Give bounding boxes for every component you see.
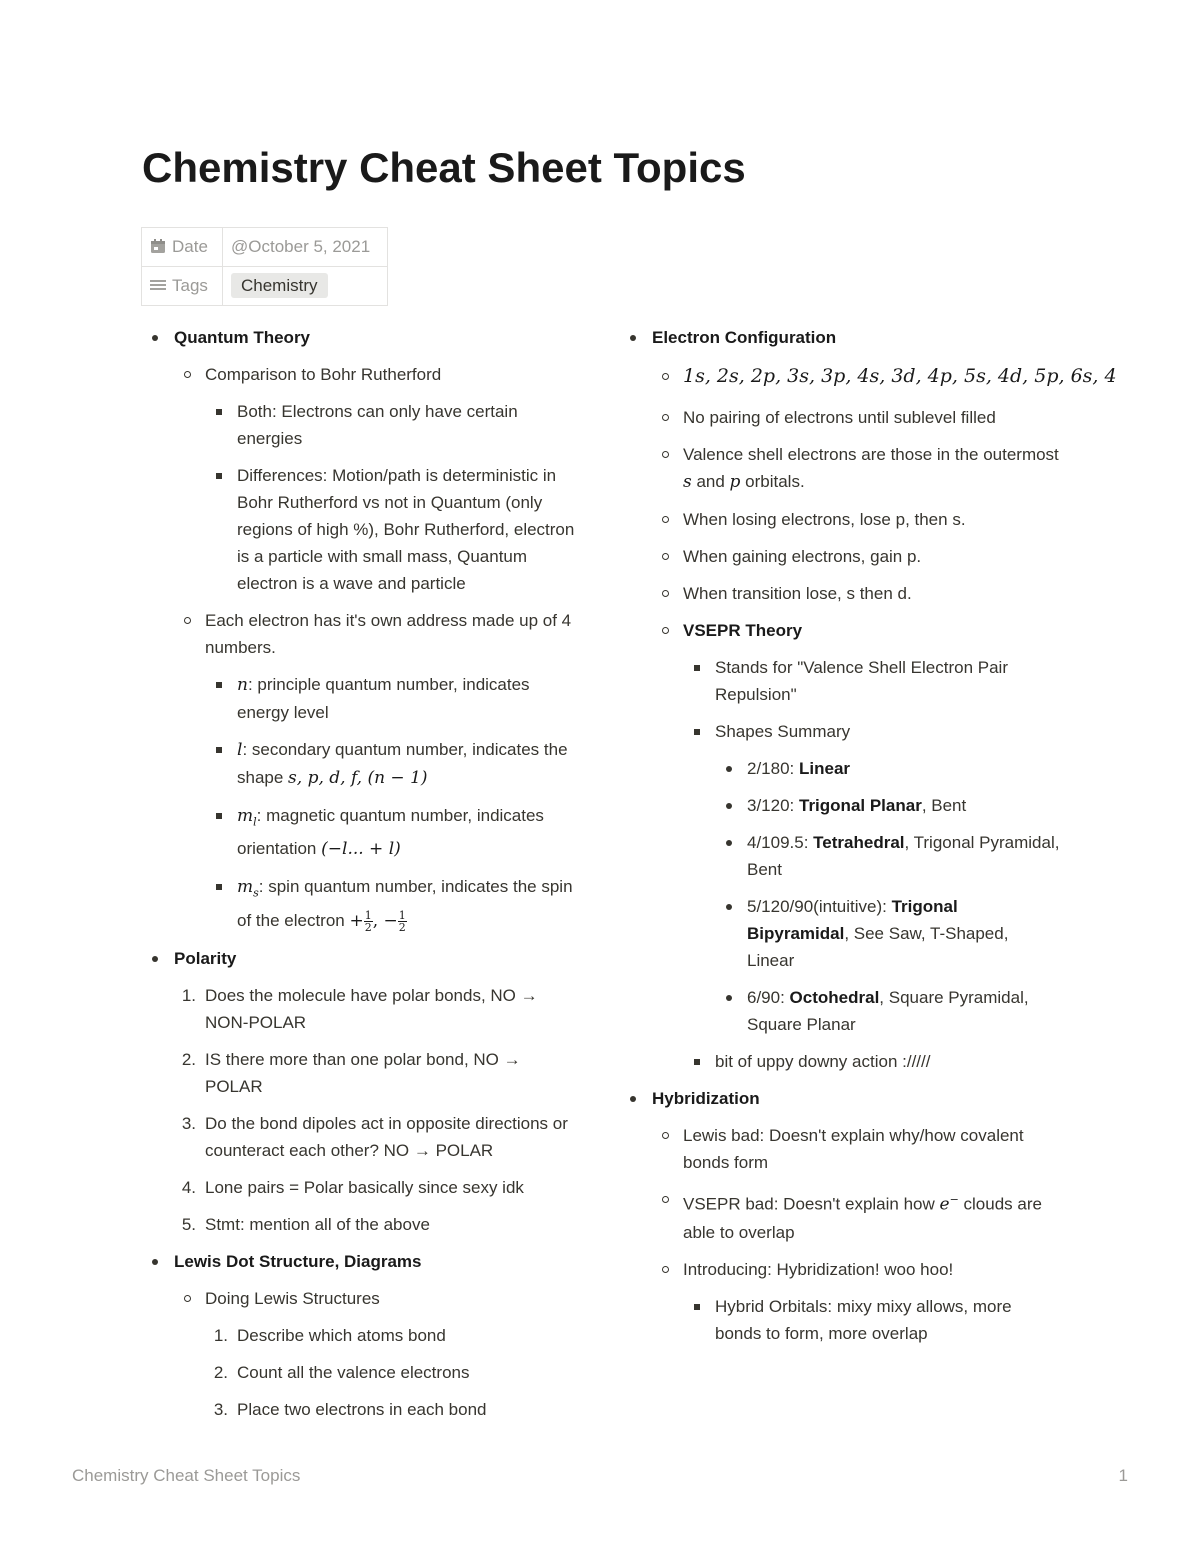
list-item: Lewis Dot Structure, Diagrams bbox=[142, 1248, 582, 1275]
list-item: Doing Lewis Structures bbox=[142, 1285, 582, 1312]
list-item: Valence shell electrons are those in the outermost s and p orbitals. bbox=[620, 441, 1060, 496]
bullet bbox=[694, 1304, 700, 1310]
bullet bbox=[184, 617, 191, 624]
bullet bbox=[662, 451, 669, 458]
list-item: 2/180: Linear bbox=[620, 755, 1060, 782]
bullet bbox=[726, 995, 732, 1001]
list-item: 1. Describe which atoms bond bbox=[213, 1325, 446, 1345]
bullet bbox=[726, 803, 732, 809]
bullet bbox=[184, 371, 191, 378]
bullet bbox=[662, 1132, 669, 1139]
bullet bbox=[694, 729, 700, 735]
list-item: Lewis bad: Doesn't explain why/how covalent bonds form bbox=[620, 1122, 1060, 1176]
bullet bbox=[662, 627, 669, 634]
list-item: Electron Configuration bbox=[620, 324, 1060, 351]
list-item: Stands for "Valence Shell Electron Pair Repulsion" bbox=[620, 654, 1060, 708]
bullet bbox=[662, 414, 669, 421]
list-item: Polarity bbox=[142, 945, 582, 972]
tag-chip[interactable]: Chemistry bbox=[231, 273, 328, 298]
tags-property-label: Tags bbox=[142, 267, 223, 306]
bullet bbox=[184, 1295, 191, 1302]
bullet bbox=[694, 665, 700, 671]
bullet bbox=[662, 373, 669, 380]
bullet bbox=[152, 1259, 158, 1265]
bullet bbox=[726, 766, 732, 772]
bullet bbox=[662, 1266, 669, 1273]
list-item: Hybridization bbox=[620, 1085, 1060, 1112]
list-item: VSEPR bad: Doesn't explain how e− clouds are able to overlap bbox=[620, 1186, 1060, 1246]
bullet bbox=[726, 840, 732, 846]
bullet bbox=[694, 1059, 700, 1065]
date-property-label: Date bbox=[142, 228, 223, 267]
calendar-icon bbox=[150, 239, 166, 253]
list-item: bit of uppy downy action :///// bbox=[620, 1048, 1060, 1075]
bullet bbox=[726, 904, 732, 910]
bullet bbox=[216, 409, 222, 415]
configuration-sequence: 1s, 2s, 2p, 3s, 3p, 4s, 3d, 4p, 5s, 4d, 5p, 6s, 4 bbox=[683, 365, 1117, 387]
list-item: When transition lose, s then d. bbox=[620, 580, 1060, 607]
list-item: Differences: Motion/path is deterministic in Bohr Rutherford vs not in Quantum (only regions of high %), Bohr Rutherford, electron is a particle with small mass, Quantum electron is a wave and particle bbox=[142, 462, 582, 597]
tags-property-value bbox=[223, 267, 388, 306]
date-property-value[interactable]: @October 5, 2021 bbox=[223, 228, 388, 267]
list-item: 3. Do the bond dipoles act in opposite directions or counteract each other? NO → POLAR bbox=[181, 1113, 568, 1160]
list-item: When gaining electrons, gain p. bbox=[620, 543, 1060, 570]
fraction: $\frac{1}{2}$ bbox=[364, 908, 372, 934]
list-item: $m_s$: spin quantum number, indicates the spin of the electron + $\frac{1}{2}$ , − $\frac{1}{2}$ bbox=[142, 873, 582, 934]
list-item: n: principle quantum number, indicates energy level bbox=[142, 671, 582, 726]
list-item: VSEPR Theory bbox=[620, 617, 1060, 644]
bullet bbox=[630, 1096, 636, 1102]
list-item: 6/90: Octohedral, Square Pyramidal, Square Planar bbox=[620, 984, 1060, 1038]
list-item: 3. Place two electrons in each bond bbox=[213, 1399, 487, 1419]
list-item bbox=[620, 363, 1117, 390]
bullet bbox=[216, 473, 222, 479]
list-item: 2. IS there more than one polar bond, NO → POLAR bbox=[181, 1049, 521, 1096]
list-item: 5. Stmt: mention all of the above bbox=[181, 1214, 430, 1234]
list-item: 2. Count all the valence electrons bbox=[213, 1362, 470, 1382]
date-property-row bbox=[142, 228, 388, 267]
bullet bbox=[216, 747, 222, 753]
list-icon bbox=[150, 278, 166, 292]
bullet bbox=[216, 813, 222, 819]
page-number: 1 bbox=[1118, 1466, 1128, 1485]
list-item: $m_l$: magnetic quantum number, indicates orientation (−l... + l) bbox=[142, 802, 582, 863]
list-item: 5/120/90(intuitive): Trigonal Bipyramidal, See Saw, T-Shaped, Linear bbox=[620, 893, 1060, 974]
list-item: Introducing: Hybridization! woo hoo! bbox=[620, 1256, 1060, 1283]
bullet bbox=[662, 1196, 669, 1203]
footer-title: Chemistry Cheat Sheet Topics bbox=[72, 1466, 301, 1485]
list-item: l: secondary quantum number, indicates the shape s, p, d, f, (n − 1) bbox=[142, 736, 582, 792]
bullet bbox=[662, 553, 669, 560]
bullet bbox=[152, 335, 158, 341]
list-item: No pairing of electrons until sublevel filled bbox=[620, 404, 1060, 431]
tags-property-row bbox=[142, 267, 388, 306]
left-column bbox=[142, 324, 582, 1433]
list-item: 3/120: Trigonal Planar, Bent bbox=[620, 792, 1060, 819]
list-item: Each electron has it's own address made up of 4 numbers. bbox=[142, 607, 582, 661]
list-item: Comparison to Bohr Rutherford bbox=[142, 361, 582, 388]
page-title: Chemistry Cheat Sheet Topics bbox=[142, 144, 746, 191]
fraction: $\frac{1}{2}$ bbox=[398, 908, 406, 934]
list-item: 4/109.5: Tetrahedral, Trigonal Pyramidal, Bent bbox=[620, 829, 1060, 883]
list-item: Hybrid Orbitals: mixy mixy allows, more bonds to form, more overlap bbox=[620, 1293, 1060, 1347]
right-column bbox=[620, 324, 1117, 1357]
list-item: 1. Does the molecule have polar bonds, NO → NON-POLAR bbox=[181, 985, 538, 1032]
list-item: Quantum Theory bbox=[142, 324, 582, 351]
list-item: Both: Electrons can only have certain energies bbox=[142, 398, 582, 452]
list-item: Shapes Summary bbox=[620, 718, 1060, 745]
bullet bbox=[216, 682, 222, 688]
bullet bbox=[630, 335, 636, 341]
bullet bbox=[662, 590, 669, 597]
bullet bbox=[216, 884, 222, 890]
bullet bbox=[152, 956, 158, 962]
bullet bbox=[662, 516, 669, 523]
list-item: When losing electrons, lose p, then s. bbox=[620, 506, 1060, 533]
list-item: 4. Lone pairs = Polar basically since sexy idk bbox=[181, 1177, 524, 1197]
properties-table bbox=[141, 227, 388, 306]
